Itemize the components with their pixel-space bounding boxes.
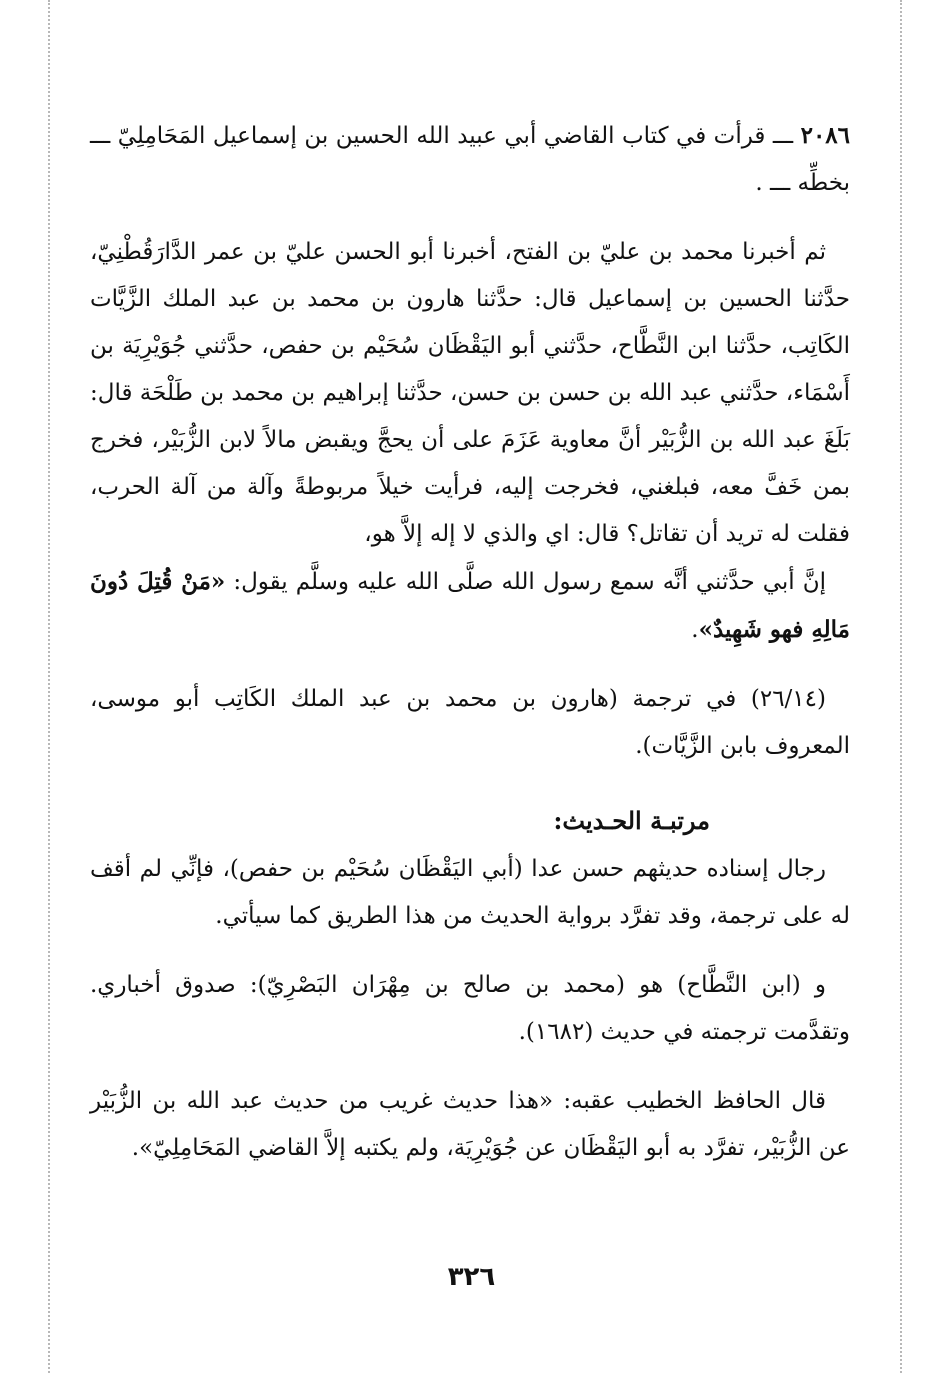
left-margin-dotted-line [48, 0, 50, 1373]
right-margin-dotted-line [900, 0, 902, 1373]
grading-paragraph-2: و (ابن النَّطَّاح) هو (محمد بن صالح بن مِهْرَان البَصْرِيّ): صدوق أخباري. وتقدَّمت ترجمته في حديث (١٦٨٢). [90, 972, 850, 1045]
hadith-matn [90, 558, 850, 654]
page-content [90, 112, 850, 1172]
page-number: ٣٢٦ [447, 1262, 496, 1292]
hadith-reference: (٢٦/١٤) في ترجمة (هارون بن محمد بن عبد الملك الكَاتِب أبو موسى، المعروف بابن الزَّيَّات). [90, 686, 850, 759]
grading-paragraph-3: قال الحافظ الخطيب عقبه: «هذا حديث غريب من حديث عبد الله بن الزُّبَيْر عن الزُّبَيْر، تفرَّد به أبو اليَقْظَان عن جُوَيْرِيَة، ولم يكتبه إلاَّ القاضي المَحَامِلِيّ». [90, 1088, 850, 1161]
grading-title: مرتبـة الحـديث: [553, 806, 710, 835]
matn-end: . [691, 617, 699, 643]
matn-quote: «مَنْ قُتِلَ دُونَ مَالِهِ فهو شَهِيدٌ» [90, 568, 850, 643]
hadith-isnad: ثم أخبرنا محمد بن عليّ بن الفتح، أخبرنا أبو الحسن عليّ بن عمر الدَّارَقُطْنِيّ، حدَّثنا الحسين بن إسماعيل قال: حدَّثنا هارون بن محمد بن عبد الملك الزَّيَّات الكَاتِب، حدَّثنا ابن النَّطَّاح، حدَّثني أبو اليَقْظَان سُحَيْم بن حفص، حدَّثني جُوَيْرِيَة بن أَسْمَاء، حدَّثني عبد الله بن حسن بن حسن، حدَّثنا إبراهيم بن محمد بن طَلْحَة قال: بَلَغَ عبد الله بن الزُّبَيْر أنَّ معاوية عَزَمَ على أن يحجَّ ويقبض مالاً لابن الزُّبَيْر، فخرج بمن خَفَّ معه، فبلغني، فخرجت إليه، فرأيت خيلاً مربوطةً وآلة من آلة الحرب، فقلت له تريد أن تقاتل؟ قال: اي والذي لا إله إلاَّ هو، [90, 239, 850, 547]
hadith-heading [90, 112, 850, 207]
hadith-heading-text: ـــ قرأت في كتاب القاضي أبي عبيد الله الحسين بن إسماعيل المَحَامِلِيّ ـــ بخطِّه ـــ . [90, 123, 850, 196]
hadith-number: ٢٠٨٦ [800, 122, 851, 149]
grading-paragraph-1: رجال إسناده حديثهم حسن عدا (أبي اليَقْظَان سُحَيْم بن حفص)، فإنِّي لم أقف له على ترجمة، وقد تفرَّد برواية الحديث من هذا الطريق كما سيأتي. [90, 856, 850, 929]
matn-intro: إنَّ أبي حدَّثني أنَّه سمع رسول الله صلَّى الله عليه وسلَّم يقول: [225, 569, 826, 595]
